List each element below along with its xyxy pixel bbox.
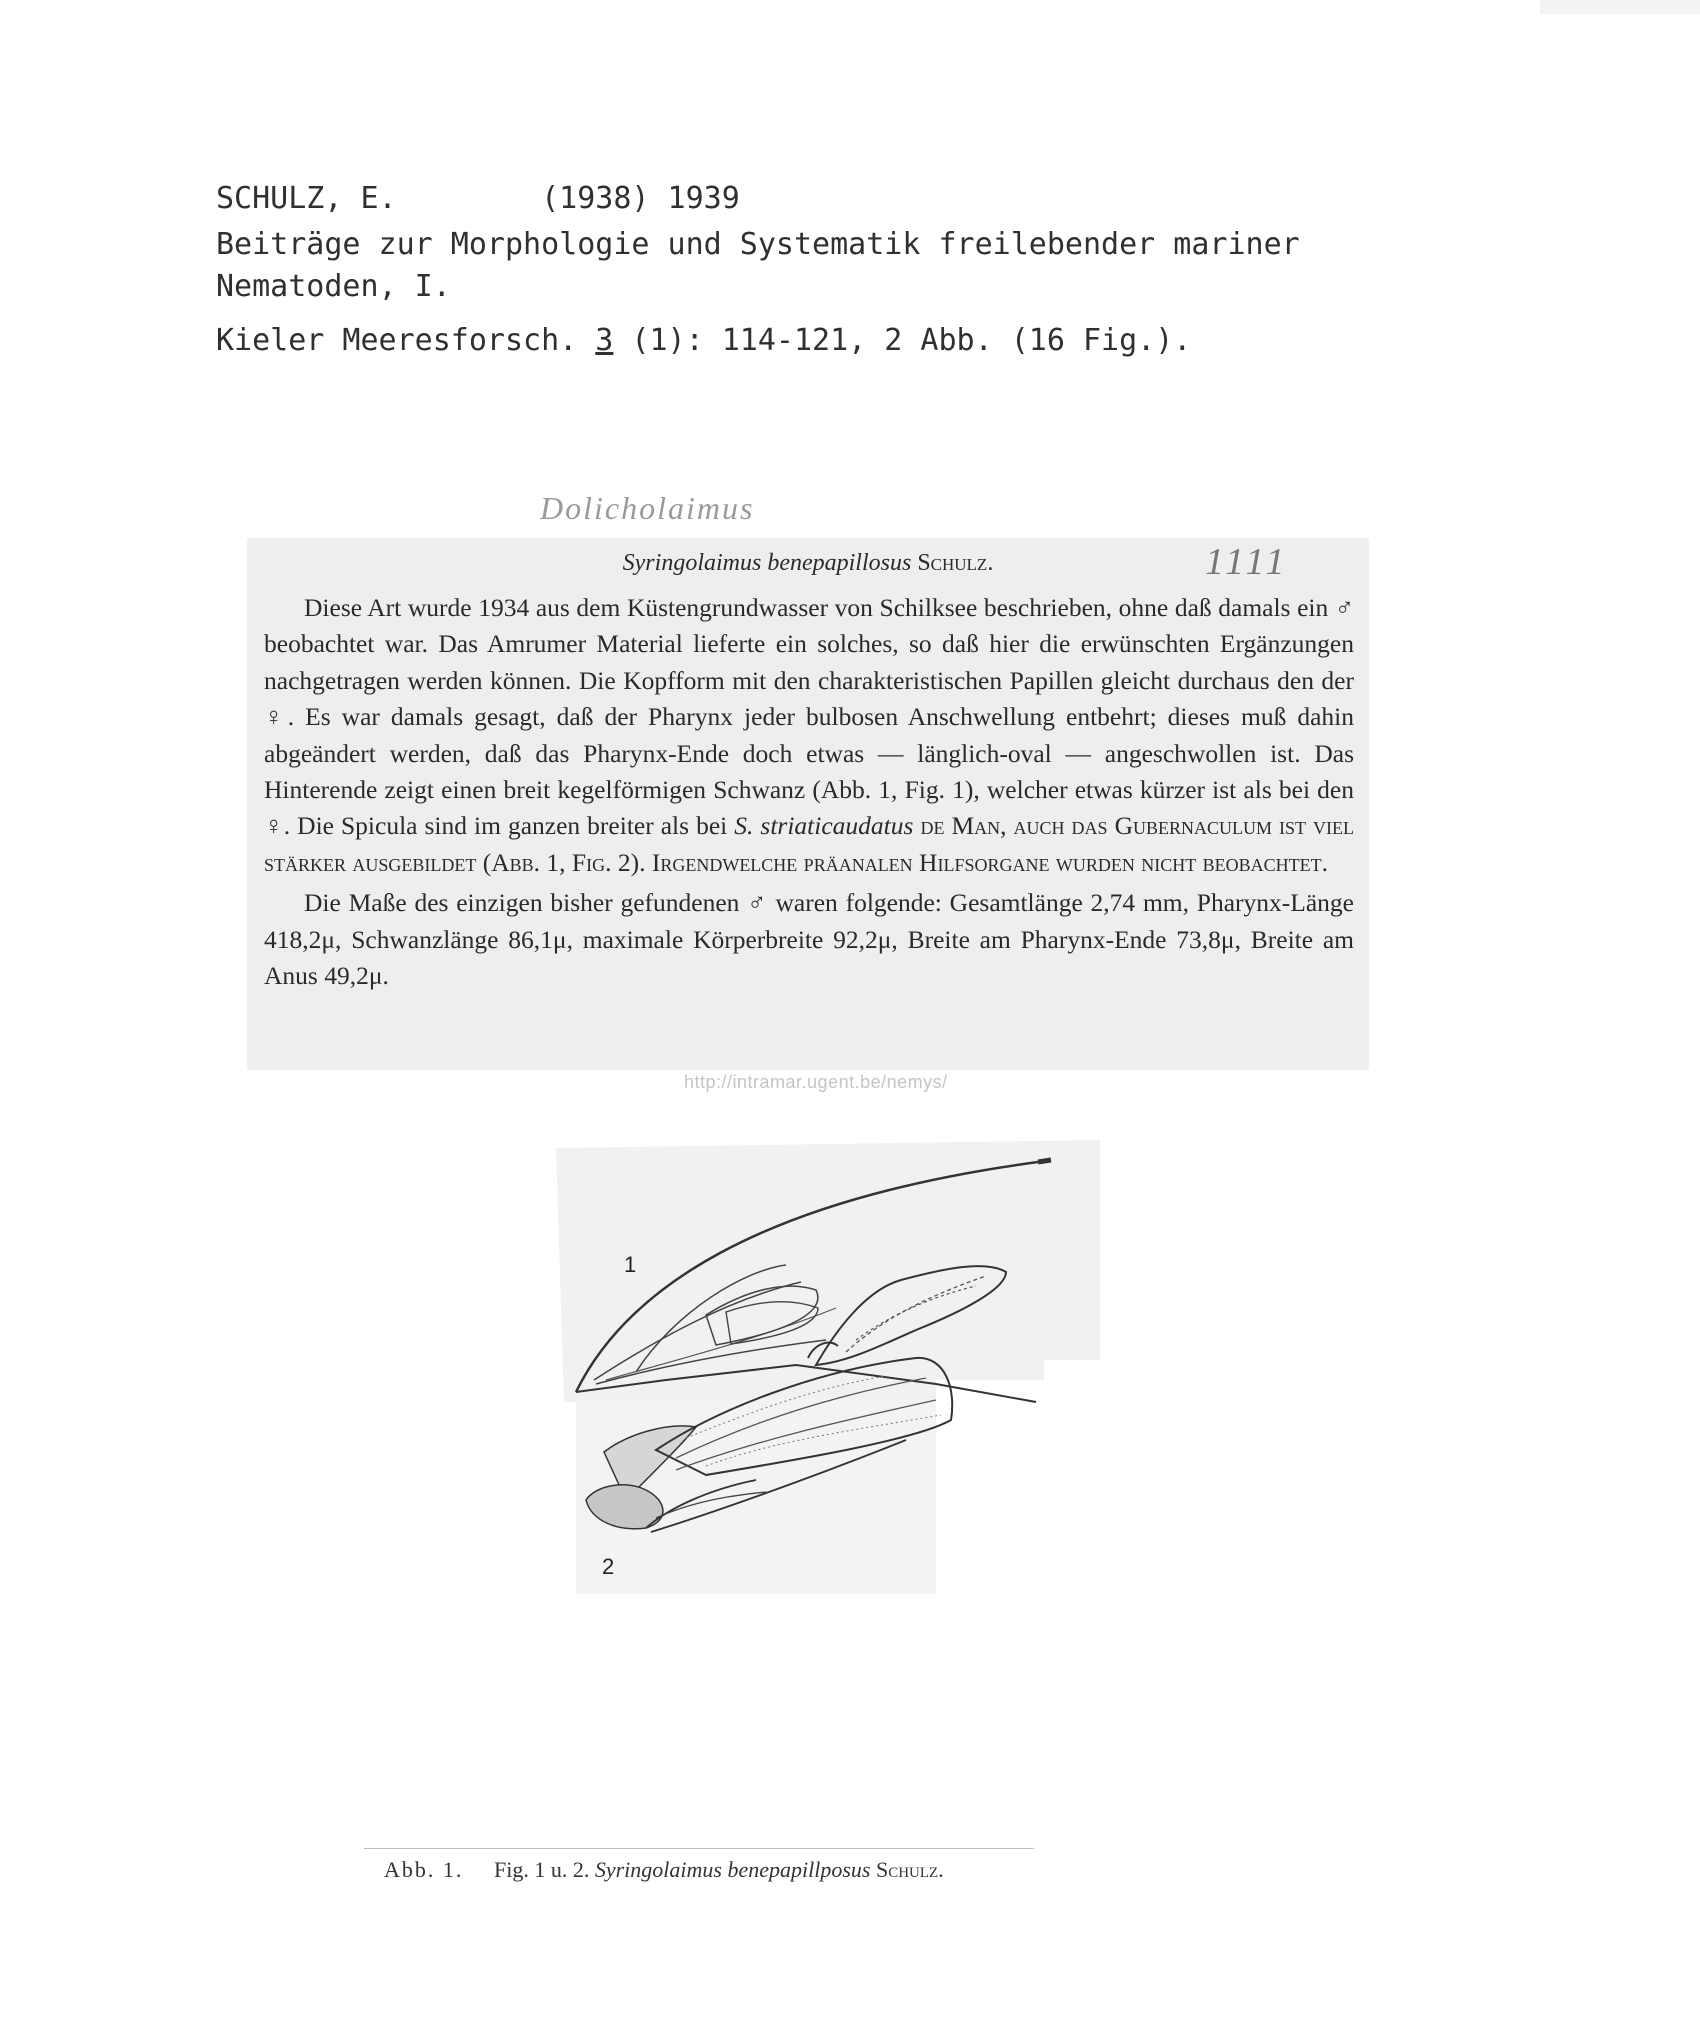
volume: 3 <box>595 323 614 358</box>
year: (1938) 1939 <box>541 181 740 216</box>
figure-label-1: 1 <box>624 1252 637 1277</box>
paragraph-1-text: Diese Art wurde 1934 aus dem Küstengrundwasser von Schilksee beschrieben, ohne daß damals ein ♂ beobachtet war. Das Amrumer Material lieferte ein solches, so daß hier die erwünschten Ergänzungen nachgetragen werden können. Die Kopfform mit den charakteristischen Papillen gleicht durchaus den der ♀. Es war damals gesagt, daß der Pharynx jeder bulbosen Anschwellung entbehrt; dieses muß dahin abgeändert werden, daß das Pharynx-Ende doch etwas — länglich-oval — angeschwollen ist. Das Hinterende zeigt einen breit kegelförmigen Schwanz (Abb. 1, Fig. 1), welcher etwas kürzer ist als bei den ♀. Die Spicula sind im ganzen breiter als bei <box>264 593 1354 841</box>
author-year-line <box>216 178 1300 224</box>
pencil-number: 1111 <box>1205 541 1289 583</box>
spicula-illustration <box>556 1140 1100 1594</box>
scan-edge-mark <box>1540 0 1700 14</box>
citation-header <box>216 178 1300 362</box>
paragraph-1-continuation: de Man, auch das Gubernaculum ist viel stärker ausgebildet (Abb. 1, Fig. 2). Irgendwelche präanalen Hilfsorgane wurden nicht beobachtet. <box>264 811 1355 877</box>
handwritten-genus: Dolicholaimus <box>540 490 755 526</box>
title-line-2: Nematoden, I. <box>216 269 451 304</box>
title-line-1: Beiträge zur Morphologie und Systematik freilebender mariner <box>216 227 1300 262</box>
species-authority: Schulz. <box>917 550 994 576</box>
journal: Kieler Meeresforsch. <box>216 323 578 358</box>
figure-label-2: 2 <box>602 1554 615 1579</box>
caption-fig: Fig. 1 u. 2. <box>494 1857 590 1882</box>
figure-drawing <box>556 1140 1100 1594</box>
caption-text <box>494 1857 944 1883</box>
species-heading <box>247 550 1369 577</box>
pages: (1): 114-121, 2 Abb. (16 Fig.). <box>631 323 1192 358</box>
author: SCHULZ, E. <box>216 181 397 216</box>
text-clipping <box>247 538 1369 1070</box>
species-name: Syringolaimus benepapillosus <box>622 550 912 576</box>
caption-authority: Schulz. <box>875 1857 944 1882</box>
paragraph-1 <box>264 590 1354 881</box>
caption-species: Syringolaimus benepapillposus <box>594 1857 871 1882</box>
journal-line <box>216 320 1300 362</box>
clipping-body <box>264 590 1354 994</box>
paragraph-1-species: S. striaticaudatus <box>734 811 914 841</box>
watermark-url: http://intramar.ugent.be/nemys/ <box>684 1072 948 1092</box>
paragraph-2: Die Maße des einzigen bisher gefundenen ♂ waren folgende: Gesamtlänge 2,74 mm, Pharynx-Länge 418,2μ, Schwanzlänge 86,1μ, maximale Körperbreite 92,2μ, Breite am Pharynx-Ende 73,8μ, Breite am Anus 49,2μ. <box>264 888 1354 991</box>
caption-abb: Abb. 1. <box>384 1857 464 1882</box>
figure-caption <box>364 1848 1034 1883</box>
